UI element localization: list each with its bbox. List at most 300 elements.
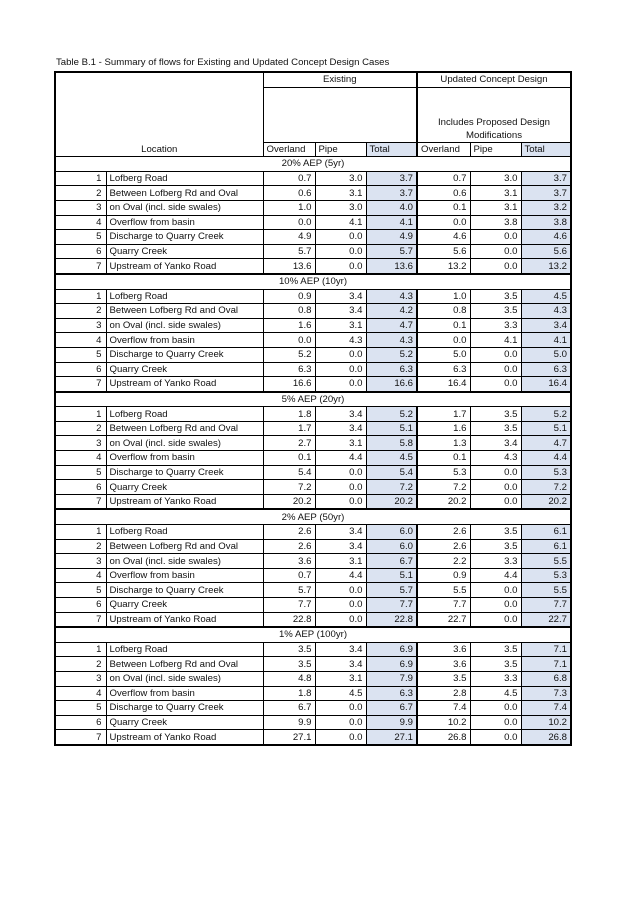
row-number: 4	[55, 451, 106, 466]
table-row	[55, 244, 571, 259]
row-number: 1	[55, 289, 106, 304]
updated-overland-cell: 1.7	[417, 407, 470, 422]
existing-pipe-cell: 0.0	[315, 598, 366, 613]
table-header	[55, 72, 571, 157]
location-cell: Quarry Creek	[106, 598, 263, 613]
existing-total-cell: 3.7	[366, 186, 417, 201]
updated-overland-cell: 1.3	[417, 436, 470, 451]
updated-total-header: Total	[521, 142, 571, 157]
existing-total-cell: 5.1	[366, 421, 417, 436]
existing-overland-cell: 0.8	[263, 304, 315, 319]
existing-pipe-cell: 3.4	[315, 657, 366, 672]
updated-pipe-cell: 3.5	[470, 304, 521, 319]
row-number: 2	[55, 657, 106, 672]
location-cell: Upstream of Yanko Road	[106, 259, 263, 274]
existing-overland-cell: 3.6	[263, 554, 315, 569]
existing-pipe-cell: 3.4	[315, 421, 366, 436]
section-title: 1% AEP (100yr)	[55, 627, 571, 642]
row-number: 4	[55, 568, 106, 583]
updated-pipe-cell: 4.5	[470, 686, 521, 701]
row-number: 7	[55, 494, 106, 509]
table-row	[55, 642, 571, 657]
location-cell: Lofberg Road	[106, 407, 263, 422]
updated-pipe-cell: 0.0	[470, 230, 521, 245]
row-number: 7	[55, 730, 106, 745]
row-number: 4	[55, 215, 106, 230]
table-row	[55, 215, 571, 230]
updated-total-cell: 3.8	[521, 215, 571, 230]
existing-total-cell: 6.9	[366, 642, 417, 657]
existing-overland-cell: 27.1	[263, 730, 315, 745]
existing-total-cell: 16.6	[366, 377, 417, 392]
existing-header: Existing	[263, 72, 417, 87]
existing-pipe-cell: 4.4	[315, 451, 366, 466]
section-header-row	[55, 509, 571, 524]
row-number: 2	[55, 421, 106, 436]
table-row	[55, 583, 571, 598]
existing-pipe-cell: 0.0	[315, 230, 366, 245]
existing-overland-cell: 4.8	[263, 671, 315, 686]
table-row	[55, 289, 571, 304]
location-cell: Discharge to Quarry Creek	[106, 465, 263, 480]
existing-total-cell: 7.7	[366, 598, 417, 613]
updated-total-cell: 3.4	[521, 318, 571, 333]
location-cell: Between Lofberg Rd and Oval	[106, 186, 263, 201]
table-row	[55, 657, 571, 672]
updated-total-cell: 6.8	[521, 671, 571, 686]
existing-total-cell: 5.7	[366, 583, 417, 598]
existing-total-cell: 7.2	[366, 480, 417, 495]
location-cell: Upstream of Yanko Road	[106, 730, 263, 745]
row-number: 2	[55, 304, 106, 319]
updated-total-cell: 5.1	[521, 421, 571, 436]
updated-overland-cell: 0.1	[417, 451, 470, 466]
existing-overland-cell: 5.7	[263, 244, 315, 259]
row-number: 6	[55, 480, 106, 495]
existing-pipe-cell: 4.4	[315, 568, 366, 583]
updated-pipe-cell: 3.1	[470, 200, 521, 215]
row-number: 7	[55, 612, 106, 627]
existing-overland-cell: 2.6	[263, 539, 315, 554]
existing-overland-header: Overland	[263, 142, 315, 157]
table-row	[55, 730, 571, 745]
table-row	[55, 230, 571, 245]
row-number: 4	[55, 333, 106, 348]
existing-overland-cell: 5.7	[263, 583, 315, 598]
updated-pipe-cell: 0.0	[470, 347, 521, 362]
updated-total-cell: 3.2	[521, 200, 571, 215]
updated-pipe-cell: 3.3	[470, 671, 521, 686]
table-row	[55, 362, 571, 377]
location-cell: Between Lofberg Rd and Oval	[106, 304, 263, 319]
existing-total-cell: 6.3	[366, 362, 417, 377]
table-body	[55, 157, 571, 745]
location-cell: Discharge to Quarry Creek	[106, 230, 263, 245]
existing-overland-cell: 3.5	[263, 642, 315, 657]
location-cell: Overflow from basin	[106, 215, 263, 230]
updated-total-cell: 5.0	[521, 347, 571, 362]
existing-pipe-cell: 0.0	[315, 730, 366, 745]
updated-overland-cell: 3.6	[417, 642, 470, 657]
updated-pipe-cell: 0.0	[470, 701, 521, 716]
table-row	[55, 701, 571, 716]
existing-total-cell: 5.7	[366, 244, 417, 259]
table-row	[55, 186, 571, 201]
updated-overland-cell: 22.7	[417, 612, 470, 627]
existing-pipe-cell: 0.0	[315, 583, 366, 598]
updated-pipe-cell: 3.5	[470, 289, 521, 304]
existing-pipe-cell: 3.1	[315, 186, 366, 201]
updated-pipe-cell: 0.0	[470, 583, 521, 598]
location-cell: Lofberg Road	[106, 289, 263, 304]
updated-overland-cell: 0.8	[417, 304, 470, 319]
existing-pipe-cell: 0.0	[315, 701, 366, 716]
updated-overland-cell: 1.0	[417, 289, 470, 304]
section-header-row	[55, 627, 571, 642]
updated-total-cell: 7.7	[521, 598, 571, 613]
table-row	[55, 451, 571, 466]
section-title: 20% AEP (5yr)	[55, 157, 571, 172]
updated-pipe-cell: 4.1	[470, 333, 521, 348]
updated-pipe-cell: 0.0	[470, 612, 521, 627]
updated-pipe-cell: 0.0	[470, 377, 521, 392]
existing-total-cell: 5.4	[366, 465, 417, 480]
table-row	[55, 539, 571, 554]
table-row	[55, 407, 571, 422]
updated-pipe-cell: 0.0	[470, 715, 521, 730]
row-number: 5	[55, 465, 106, 480]
existing-pipe-cell: 0.0	[315, 612, 366, 627]
row-number: 3	[55, 671, 106, 686]
row-number: 3	[55, 436, 106, 451]
existing-total-cell: 4.1	[366, 215, 417, 230]
updated-overland-cell: 20.2	[417, 494, 470, 509]
updated-pipe-cell: 3.5	[470, 642, 521, 657]
row-number: 6	[55, 362, 106, 377]
updated-total-cell: 4.6	[521, 230, 571, 245]
updated-total-cell: 6.1	[521, 539, 571, 554]
updated-total-cell: 6.1	[521, 525, 571, 540]
updated-pipe-cell: 3.5	[470, 539, 521, 554]
table-caption: Table B.1 - Summary of flows for Existing and Updated Concept Design Cases	[56, 57, 390, 68]
updated-total-cell: 3.7	[521, 186, 571, 201]
updated-total-cell: 5.5	[521, 583, 571, 598]
existing-pipe-cell: 3.4	[315, 539, 366, 554]
updated-overland-cell: 1.6	[417, 421, 470, 436]
existing-total-cell: 4.3	[366, 333, 417, 348]
location-cell: Quarry Creek	[106, 715, 263, 730]
updated-overland-cell: 10.2	[417, 715, 470, 730]
location-cell: Between Lofberg Rd and Oval	[106, 421, 263, 436]
table-row	[55, 259, 571, 274]
existing-overland-cell: 20.2	[263, 494, 315, 509]
updated-pipe-cell: 3.1	[470, 186, 521, 201]
updated-total-cell: 4.1	[521, 333, 571, 348]
updated-overland-cell: 5.0	[417, 347, 470, 362]
existing-overland-cell: 3.5	[263, 657, 315, 672]
table-row	[55, 304, 571, 319]
section-title: 2% AEP (50yr)	[55, 509, 571, 524]
existing-total-cell: 22.8	[366, 612, 417, 627]
existing-total-cell: 4.7	[366, 318, 417, 333]
table-row	[55, 436, 571, 451]
updated-total-cell: 22.7	[521, 612, 571, 627]
existing-overland-cell: 2.6	[263, 525, 315, 540]
table-row	[55, 318, 571, 333]
location-cell: on Oval (incl. side swales)	[106, 318, 263, 333]
existing-total-cell: 6.0	[366, 539, 417, 554]
row-number: 6	[55, 715, 106, 730]
updated-pipe-cell: 3.3	[470, 318, 521, 333]
updated-total-cell: 26.8	[521, 730, 571, 745]
updated-overland-cell: 7.2	[417, 480, 470, 495]
location-cell: Quarry Creek	[106, 362, 263, 377]
existing-pipe-cell: 3.4	[315, 642, 366, 657]
section-header-row	[55, 392, 571, 407]
updated-overland-cell: 5.6	[417, 244, 470, 259]
existing-overland-cell: 0.9	[263, 289, 315, 304]
updated-total-cell: 4.7	[521, 436, 571, 451]
updated-total-cell: 5.5	[521, 554, 571, 569]
existing-pipe-header: Pipe	[315, 142, 366, 157]
existing-pipe-cell: 3.0	[315, 200, 366, 215]
updated-pipe-header: Pipe	[470, 142, 521, 157]
updated-overland-cell: 0.0	[417, 215, 470, 230]
existing-overland-cell: 22.8	[263, 612, 315, 627]
existing-total-cell: 27.1	[366, 730, 417, 745]
row-number: 7	[55, 377, 106, 392]
updated-total-cell: 5.3	[521, 568, 571, 583]
existing-overland-cell: 16.6	[263, 377, 315, 392]
section-header-row	[55, 274, 571, 289]
updated-overland-cell: 0.0	[417, 333, 470, 348]
existing-overland-cell: 0.6	[263, 186, 315, 201]
updated-overland-cell: 7.4	[417, 701, 470, 716]
existing-pipe-cell: 0.0	[315, 715, 366, 730]
location-cell: Discharge to Quarry Creek	[106, 701, 263, 716]
updated-total-cell: 13.2	[521, 259, 571, 274]
updated-total-cell: 5.3	[521, 465, 571, 480]
location-cell: Discharge to Quarry Creek	[106, 583, 263, 598]
existing-pipe-cell: 0.0	[315, 494, 366, 509]
existing-total-cell: 9.9	[366, 715, 417, 730]
existing-overland-cell: 5.4	[263, 465, 315, 480]
existing-total-cell: 13.6	[366, 259, 417, 274]
updated-overland-cell: 3.6	[417, 657, 470, 672]
updated-total-cell: 5.6	[521, 244, 571, 259]
existing-pipe-cell: 3.4	[315, 407, 366, 422]
updated-pipe-cell: 0.0	[470, 259, 521, 274]
table-row	[55, 686, 571, 701]
updated-overland-cell: 0.9	[417, 568, 470, 583]
existing-total-cell: 5.1	[366, 568, 417, 583]
existing-overland-cell: 1.8	[263, 407, 315, 422]
row-number: 4	[55, 686, 106, 701]
updated-overland-cell: 2.6	[417, 539, 470, 554]
updated-overland-cell: 2.8	[417, 686, 470, 701]
existing-pipe-cell: 0.0	[315, 377, 366, 392]
location-cell: Overflow from basin	[106, 568, 263, 583]
existing-total-cell: 6.0	[366, 525, 417, 540]
updated-total-cell: 20.2	[521, 494, 571, 509]
row-number: 1	[55, 407, 106, 422]
existing-overland-cell: 0.1	[263, 451, 315, 466]
location-cell: Overflow from basin	[106, 451, 263, 466]
existing-overland-cell: 6.7	[263, 701, 315, 716]
existing-total-cell: 4.2	[366, 304, 417, 319]
existing-pipe-cell: 0.0	[315, 347, 366, 362]
updated-overland-cell: 2.2	[417, 554, 470, 569]
row-number: 6	[55, 598, 106, 613]
existing-pipe-cell: 3.4	[315, 525, 366, 540]
existing-pipe-cell: 0.0	[315, 362, 366, 377]
location-cell: Lofberg Road	[106, 525, 263, 540]
existing-pipe-cell: 3.1	[315, 436, 366, 451]
section-title: 10% AEP (10yr)	[55, 274, 571, 289]
updated-pipe-cell: 0.0	[470, 480, 521, 495]
row-number: 5	[55, 701, 106, 716]
location-cell: on Oval (incl. side swales)	[106, 554, 263, 569]
table-row	[55, 568, 571, 583]
existing-pipe-cell: 3.4	[315, 304, 366, 319]
existing-overland-cell: 9.9	[263, 715, 315, 730]
updated-pipe-cell: 0.0	[470, 362, 521, 377]
existing-pipe-cell: 3.1	[315, 554, 366, 569]
table-row	[55, 421, 571, 436]
location-cell: Overflow from basin	[106, 686, 263, 701]
updated-total-cell: 7.2	[521, 480, 571, 495]
section-title: 5% AEP (20yr)	[55, 392, 571, 407]
updated-total-cell: 3.7	[521, 171, 571, 186]
existing-pipe-cell: 0.0	[315, 465, 366, 480]
updated-total-cell: 7.4	[521, 701, 571, 716]
location-cell: Upstream of Yanko Road	[106, 377, 263, 392]
row-number: 5	[55, 347, 106, 362]
row-number: 3	[55, 318, 106, 333]
table-row	[55, 171, 571, 186]
updated-overland-cell: 3.5	[417, 671, 470, 686]
updated-overland-cell: 5.3	[417, 465, 470, 480]
existing-pipe-cell: 3.1	[315, 318, 366, 333]
updated-overland-cell: 16.4	[417, 377, 470, 392]
row-number: 3	[55, 200, 106, 215]
updated-pipe-cell: 3.0	[470, 171, 521, 186]
existing-overland-cell: 7.7	[263, 598, 315, 613]
location-header: Location	[55, 142, 263, 157]
updated-overland-cell: 4.6	[417, 230, 470, 245]
updated-overland-cell: 0.1	[417, 318, 470, 333]
updated-total-cell: 4.5	[521, 289, 571, 304]
updated-overland-cell: 6.3	[417, 362, 470, 377]
existing-overland-cell: 1.7	[263, 421, 315, 436]
updated-overland-cell: 0.6	[417, 186, 470, 201]
updated-overland-cell: 0.1	[417, 200, 470, 215]
table-row	[55, 671, 571, 686]
updated-total-cell: 10.2	[521, 715, 571, 730]
updated-total-cell: 7.1	[521, 642, 571, 657]
location-cell: Discharge to Quarry Creek	[106, 347, 263, 362]
existing-overland-cell: 7.2	[263, 480, 315, 495]
existing-pipe-cell: 4.1	[315, 215, 366, 230]
updated-overland-cell: 26.8	[417, 730, 470, 745]
location-cell: Lofberg Road	[106, 642, 263, 657]
location-cell: on Oval (incl. side swales)	[106, 671, 263, 686]
existing-total-cell: 5.8	[366, 436, 417, 451]
row-number: 6	[55, 244, 106, 259]
location-cell: Between Lofberg Rd and Oval	[106, 539, 263, 554]
table-row	[55, 494, 571, 509]
existing-total-cell: 3.7	[366, 171, 417, 186]
location-cell: Quarry Creek	[106, 480, 263, 495]
existing-total-cell: 4.5	[366, 451, 417, 466]
table-row	[55, 525, 571, 540]
row-number: 3	[55, 554, 106, 569]
row-number: 2	[55, 539, 106, 554]
updated-note-line2: Modifications	[466, 129, 522, 141]
row-number: 1	[55, 525, 106, 540]
updated-total-cell: 5.2	[521, 407, 571, 422]
updated-pipe-cell: 3.5	[470, 657, 521, 672]
updated-overland-cell: 5.5	[417, 583, 470, 598]
table-row	[55, 347, 571, 362]
existing-total-header: Total	[366, 142, 417, 157]
existing-overland-cell: 0.0	[263, 333, 315, 348]
existing-total-cell: 5.2	[366, 347, 417, 362]
existing-pipe-cell: 4.3	[315, 333, 366, 348]
existing-pipe-cell: 0.0	[315, 244, 366, 259]
existing-pipe-cell: 3.0	[315, 171, 366, 186]
updated-header: Updated Concept Design	[417, 72, 571, 87]
table-row	[55, 612, 571, 627]
updated-pipe-cell: 3.5	[470, 525, 521, 540]
updated-pipe-cell: 0.0	[470, 730, 521, 745]
updated-pipe-cell: 0.0	[470, 494, 521, 509]
updated-total-cell: 4.3	[521, 304, 571, 319]
updated-total-cell: 6.3	[521, 362, 571, 377]
updated-overland-cell: 0.7	[417, 171, 470, 186]
updated-pipe-cell: 4.4	[470, 568, 521, 583]
table-row	[55, 465, 571, 480]
existing-overland-cell: 2.7	[263, 436, 315, 451]
updated-total-cell: 7.1	[521, 657, 571, 672]
table-row	[55, 377, 571, 392]
existing-overland-cell: 6.3	[263, 362, 315, 377]
existing-total-cell: 6.7	[366, 701, 417, 716]
updated-pipe-cell: 3.4	[470, 436, 521, 451]
location-cell: Upstream of Yanko Road	[106, 494, 263, 509]
existing-overland-cell: 5.2	[263, 347, 315, 362]
table-row	[55, 333, 571, 348]
updated-pipe-cell: 3.5	[470, 407, 521, 422]
existing-total-cell: 20.2	[366, 494, 417, 509]
updated-pipe-cell: 3.5	[470, 421, 521, 436]
table-row	[55, 554, 571, 569]
updated-pipe-cell: 3.8	[470, 215, 521, 230]
existing-pipe-cell: 0.0	[315, 480, 366, 495]
updated-overland-cell: 7.7	[417, 598, 470, 613]
existing-overland-cell: 0.7	[263, 568, 315, 583]
location-cell: Between Lofberg Rd and Oval	[106, 657, 263, 672]
row-number: 5	[55, 230, 106, 245]
table-row	[55, 200, 571, 215]
flows-summary-table	[54, 71, 572, 746]
row-number: 1	[55, 171, 106, 186]
existing-total-cell: 6.7	[366, 554, 417, 569]
updated-total-cell: 4.4	[521, 451, 571, 466]
location-cell: on Oval (incl. side swales)	[106, 200, 263, 215]
existing-total-cell: 6.3	[366, 686, 417, 701]
updated-total-cell: 16.4	[521, 377, 571, 392]
